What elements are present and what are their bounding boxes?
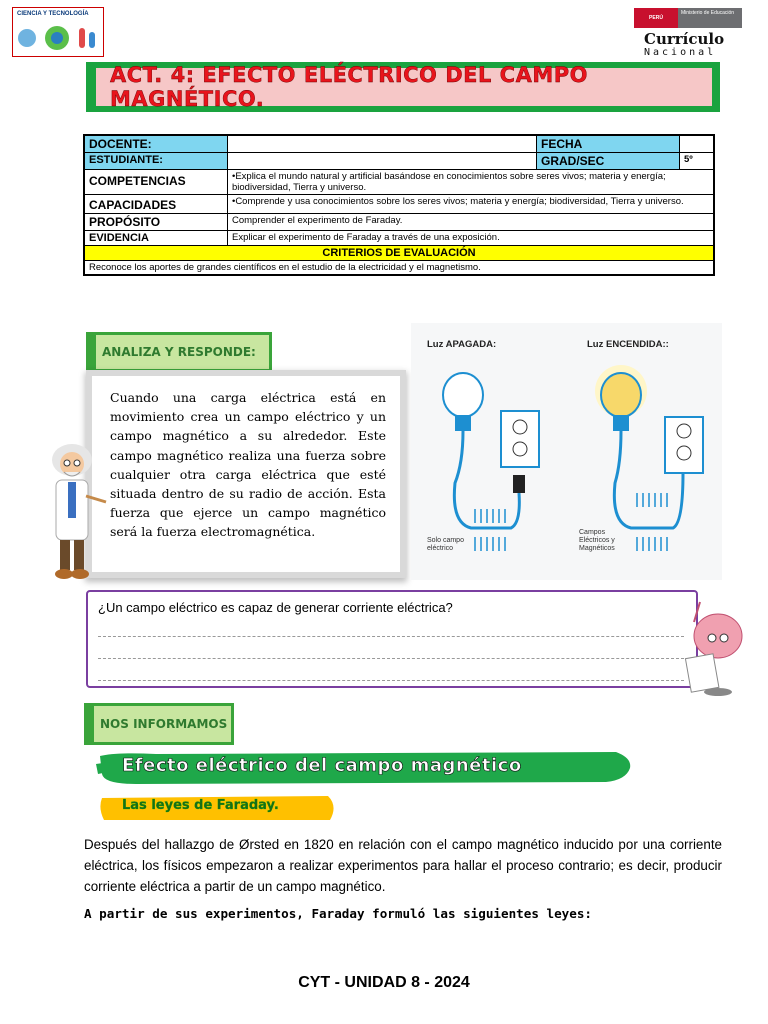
quote-text: Cuando una carga eléctrica está en movimiento crea un campo eléctrico y un campo magnético a su alrededor. Este campo magnético realiza una fuerza sobre cualquier otra carga eléctrica que esté situada dentro de su radio de acción. Esta fuerza que ejerce un campo magnético será la fuerza electromagnética. [110,390,386,540]
diagram-right-title: Luz ENCENDIDA:: [587,339,669,350]
competencias-value: •Explica el mundo natural y artificial basándose en conocimientos sobre seres vivos; materia y energía; biodiversidad, Tierra y universo. [228,170,715,195]
brain-character-illustration [682,600,748,698]
answer-line[interactable] [98,680,684,681]
answer-line[interactable] [98,636,684,637]
science-icons [13,18,103,58]
diagram-left-title: Luz APAGADA: [427,339,497,350]
criterios-value: Reconoce los aportes de grandes científicos en el estudio de la electricidad y el magnetismo. [84,261,714,276]
competencias-label: COMPETENCIAS [84,170,228,195]
faraday-diagram [411,323,722,580]
plug-icon [513,475,525,493]
section-title-wrapper [96,750,634,786]
proposito-label: PROPÓSITO [84,214,228,231]
diagram-left-caption: Solo campo eléctrico [427,537,464,552]
cyt-logo-text: CIENCIA Y TECNOLOGÍA [17,11,89,17]
laws-intro-line: A partir de sus experimentos, Faraday formuló las siguientes leyes: [84,906,592,921]
info-table [83,134,715,276]
fecha-field[interactable] [680,135,715,153]
informamos-label: NOS INFORMAMOS [100,717,228,731]
estudiante-label: ESTUDIANTE: [84,153,228,170]
gradsec-field[interactable]: 5º [680,153,715,170]
field-arrows-left-icon [475,509,505,551]
informamos-banner [84,703,234,745]
diagram-right-caption: Campos Eléctricos y Magnéticos [579,529,615,552]
fecha-label: FECHA [537,135,680,153]
page-footer: CYT - UNIDAD 8 - 2024 [298,974,470,991]
field-arrows-right-icon [637,493,667,551]
docente-label: DOCENTE: [84,135,228,153]
capacidades-value: •Comprende y usa conocimientos sobre los seres vivos; materia y energía; biodiversidad, Tierra y universo. [228,195,715,214]
analiza-banner [86,332,272,372]
professor-illustration [42,438,108,582]
subsection-wrapper [98,794,338,822]
capacidades-label: CAPACIDADES [84,195,228,214]
subsection-title: Las leyes de Faraday. [122,798,279,813]
curriculo-title: Currículo [644,30,725,48]
peru-label: PERÚ [634,8,678,28]
outlet-left-icon [501,411,539,467]
question-text: ¿Un campo eléctrico es capaz de generar corriente eléctrica? [98,600,453,615]
analiza-label: ANALIZA Y RESPONDE: [102,345,256,359]
curriculo-subtitle: Nacional [644,47,717,58]
activity-title-banner [86,62,720,112]
cyt-logo [12,7,104,57]
quote-box [92,376,400,572]
activity-title: ACT. 4: EFECTO ELÉCTRICO DEL CAMPO MAGNÉTICO. [110,63,588,111]
intro-paragraph: Después del hallazgo de Ørsted en 1820 en relación con el campo magnético inducido por una corriente eléctrica, los físicos empezaron a realizar experimentos para hallar el proceso contrario; es decir, producir corriente eléctrica a partir de un campo magnético. [84,837,722,894]
minedu-logo [634,8,744,58]
criterios-header: CRITERIOS DE EVALUACIÓN [84,246,714,261]
docente-field[interactable] [228,135,537,153]
estudiante-field[interactable] [228,153,537,170]
ministry-label: Ministerio de Educación [678,8,742,28]
answer-line[interactable] [98,658,684,659]
outlet-right-icon [665,417,703,473]
proposito-value: Comprender el experimento de Faraday. [228,214,715,231]
section-title: Efecto eléctrico del campo magnético [122,755,522,776]
evidencia-label: EVIDENCIA [84,231,228,246]
question-box [86,590,698,688]
evidencia-value: Explicar el experimento de Faraday a través de una exposición. [228,231,715,246]
gradsec-label: GRAD/SEC [537,153,680,170]
